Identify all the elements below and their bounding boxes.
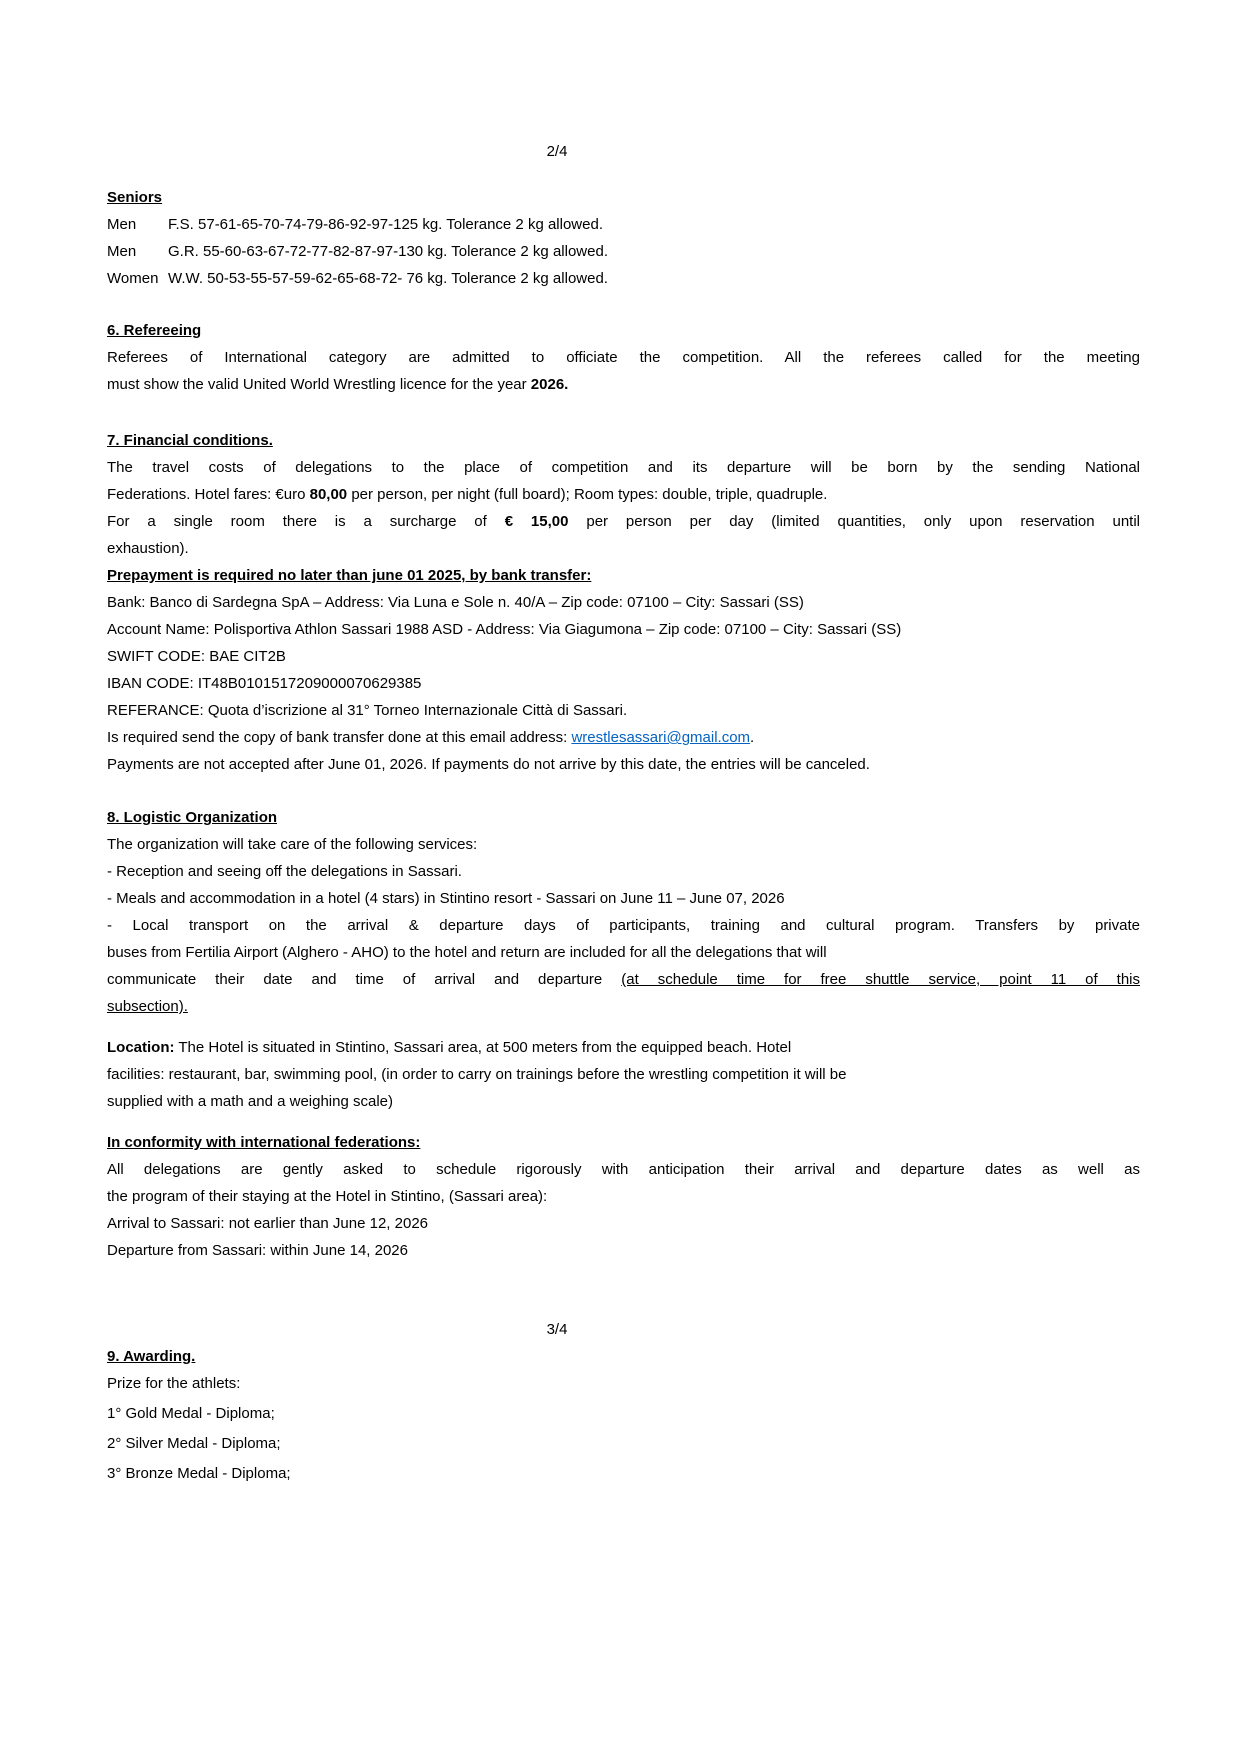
departure-line [107, 1237, 1140, 1264]
conformity-text: All delegations are gently asked to schedule rigorously with anticipation their arrival and departure dates as well as [107, 1161, 1140, 1178]
logistics-item-text: - Local transport on the arrival & departure days of participants, training and cultural program. Transfers by private [107, 917, 1140, 934]
departure-text: Departure from Sassari: within June 14, 2026 [107, 1242, 408, 1259]
page-number-2 [107, 138, 1007, 165]
prize-gold-line [107, 1400, 1140, 1427]
awarding-heading-line [107, 1343, 1140, 1370]
arrival-line [107, 1210, 1140, 1237]
email-instruction-text: Is required send the copy of bank transfer done at this email address: [107, 729, 572, 746]
prize-bronze-line [107, 1460, 1140, 1487]
financial-text: per person per day (limited quantities, only upon reservation until [568, 513, 1140, 530]
financial-line-1 [107, 454, 1140, 481]
seniors-row-label: Women [107, 270, 159, 287]
financial-text: For a single room there is a surcharge of [107, 513, 505, 530]
email-instruction-line [107, 724, 1140, 751]
awarding-intro: Prize for the athlets: [107, 1375, 241, 1392]
page-number-2-text: 2/4 [546, 143, 568, 160]
awarding-intro-line [107, 1370, 1140, 1397]
seniors-row-weights: F.S. 57-61-65-70-74-79-86-92-97-125 kg. Tolerance 2 kg allowed. [168, 216, 603, 233]
financial-heading: 7. Financial conditions. [107, 432, 273, 449]
seniors-row-label: Men [107, 243, 137, 260]
logistics-item-reception [107, 858, 1140, 885]
email-link[interactable]: wrestlesassari@gmail.com [571, 729, 751, 746]
bank-details: Bank: Banco di Sardegna SpA – Address: Via Luna e Sole n. 40/A – Zip code: 07100 – City: Sassari (SS) [107, 594, 804, 611]
email-instruction-period: . [750, 729, 755, 746]
logistics-item-text: buses from Fertilia Airport (Alghero - AHO) to the hotel and return are included for all the delegations that will [107, 944, 827, 961]
seniors-row-weights: W.W. 50-53-55-57-59-62-65-68-72- 76 kg. Tolerance 2 kg allowed. [168, 270, 608, 287]
prepayment-heading: Prepayment is required no later than june 01 2025, by bank transfer: [107, 567, 592, 584]
location-line-3 [107, 1088, 1140, 1115]
refereeing-heading-line [107, 317, 1140, 344]
single-room-surcharge-amount: € 15,00 [504, 513, 569, 530]
logistics-heading: 8. Logistic Organization [107, 809, 278, 826]
hotel-fare-amount: 80,00 [309, 486, 348, 503]
location-text: supplied with a math and a weighing scale) [107, 1093, 394, 1110]
refereeing-paragraph-line-2 [107, 371, 1140, 398]
logistics-intro-line [107, 831, 1140, 858]
conformity-heading: In conformity with international federations: [107, 1134, 421, 1151]
refereeing-heading: 6. Refereeing [107, 322, 202, 339]
reference-line [107, 697, 1140, 724]
awarding-heading: 9. Awarding. [107, 1348, 196, 1365]
location-text: facilities: restaurant, bar, swimming pool, (in order to carry on trainings before the wrestling competition it will be [107, 1066, 847, 1083]
spacer [107, 1264, 1140, 1316]
location-line-2 [107, 1061, 1140, 1088]
spacer [107, 292, 1140, 317]
refereeing-text: must show the valid United World Wrestling licence for the year [107, 376, 531, 393]
conformity-text: the program of their staying at the Hotel in Stintino, (Sassari area): [107, 1188, 548, 1205]
page-number-3-text: 3/4 [546, 1321, 568, 1338]
prize-silver: 2° Silver Medal - Diploma; [107, 1435, 281, 1452]
bank-details-line [107, 589, 1140, 616]
financial-line-3 [107, 508, 1140, 535]
refereeing-text: Referees of International category are admitted to officiate the competition. All the referees called for the meeting [107, 349, 1140, 366]
logistics-item-transport-line-3 [107, 966, 1140, 993]
swift-code-line [107, 643, 1140, 670]
prize-silver-line [107, 1430, 1140, 1457]
prepayment-heading-line [107, 562, 1140, 589]
seniors-heading-line [107, 184, 1140, 211]
conformity-line-2 [107, 1183, 1140, 1210]
seniors-row-women-ww [107, 265, 1140, 292]
financial-text: Federations. Hotel fares: €uro [107, 486, 310, 503]
location-line-1 [107, 1034, 1140, 1061]
logistics-intro: The organization will take care of the following services: [107, 836, 478, 853]
payments-deadline-line [107, 751, 1140, 778]
spacer [107, 398, 1140, 427]
shuttle-schedule-note: (at schedule time for free shuttle service, point 11 of this [621, 971, 1140, 988]
payments-deadline-text: Payments are not accepted after June 01, 2026. If payments do not arrive by this date, the entries will be canceled. [107, 756, 870, 773]
financial-text: per person, per night (full board); Room types: double, triple, quadruple. [347, 486, 828, 503]
location-label: Location: [107, 1039, 175, 1056]
prize-bronze: 3° Bronze Medal - Diploma; [107, 1465, 291, 1482]
refereeing-year-bold: 2026. [530, 376, 569, 393]
account-name: Account Name: Polisportiva Athlon Sassari 1988 ASD - Address: Via Giagumona – Zip code: 07100 – City: Sassari (SS) [107, 621, 902, 638]
spacer [107, 165, 1140, 184]
financial-text: exhaustion). [107, 540, 189, 557]
refereeing-paragraph-line-1 [107, 344, 1140, 371]
seniors-heading: Seniors [107, 189, 163, 206]
reference-text: REFERANCE: Quota d’iscrizione al 31° Torneo Internazionale Città di Sassari. [107, 702, 628, 719]
logistics-heading-line [107, 804, 1140, 831]
financial-line-2 [107, 481, 1140, 508]
prize-gold: 1° Gold Medal - Diploma; [107, 1405, 275, 1422]
seniors-row-weights: G.R. 55-60-63-67-72-77-82-87-97-130 kg. Tolerance 2 kg allowed. [168, 243, 608, 260]
logistics-item-meals [107, 885, 1140, 912]
seniors-row-men-gr [107, 238, 1140, 265]
logistics-item-text: - Reception and seeing off the delegations in Sassari. [107, 863, 462, 880]
conformity-heading-line [107, 1129, 1140, 1156]
account-name-line [107, 616, 1140, 643]
financial-line-4 [107, 535, 1140, 562]
spacer [107, 1020, 1140, 1034]
arrival-text: Arrival to Sassari: not earlier than June 12, 2026 [107, 1215, 429, 1232]
logistics-item-transport-line-1 [107, 912, 1140, 939]
seniors-row-label: Men [107, 216, 137, 233]
financial-text: The travel costs of delegations to the place of competition and its departure will be born by the sending National [107, 459, 1140, 476]
shuttle-schedule-note-end: subsection). [107, 998, 188, 1015]
logistics-item-text: communicate their date and time of arrival and departure [107, 971, 622, 988]
iban-code: IBAN CODE: IT48B0101517209000070629385 [107, 675, 422, 692]
conformity-line-1 [107, 1156, 1140, 1183]
seniors-row-men-fs [107, 211, 1140, 238]
financial-heading-line [107, 427, 1140, 454]
spacer [107, 778, 1140, 804]
logistics-item-text: - Meals and accommodation in a hotel (4 stars) in Stintino resort - Sassari on June 11 – June 07, 2026 [107, 890, 785, 907]
spacer [107, 1115, 1140, 1129]
location-text: The Hotel is situated in Stintino, Sassari area, at 500 meters from the equipped beach. Hotel [174, 1039, 792, 1056]
page-number-3 [107, 1316, 1007, 1343]
swift-code: SWIFT CODE: BAE CIT2B [107, 648, 286, 665]
iban-code-line [107, 670, 1140, 697]
logistics-item-transport-line-4 [107, 993, 1140, 1020]
logistics-item-transport-line-2 [107, 939, 1140, 966]
